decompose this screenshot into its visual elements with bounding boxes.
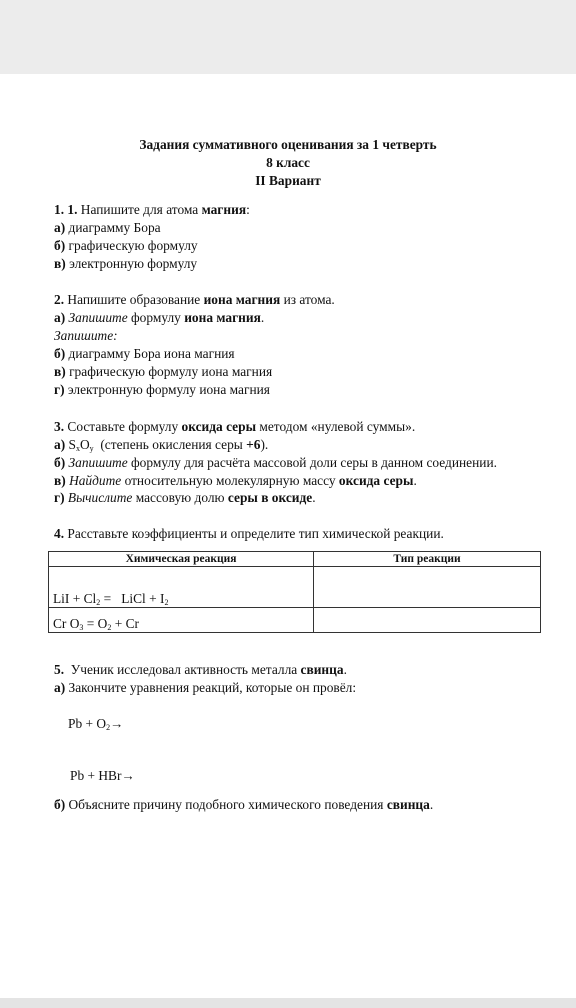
question-3-item-b: б) Запишите формулу для расчёта массовой доли серы в данном соединении. [54,455,497,470]
reactions-table [48,551,541,633]
document-title: Задания суммативного оценивания за 1 четверть [139,137,437,152]
reaction-type-cell[interactable] [314,567,541,608]
question-2-item-d: г) электронную формулу иона магния [54,382,270,397]
reaction-cell: Cr $O_3 = O_2 + Cr$ [49,608,314,633]
question-5: 5. Ученик исследовал активность металла свинца. [54,662,347,677]
question-1-number: 1. 1. [54,202,78,217]
question-5-item-b: б) Объясните причину подобного химического поведения свинца. [54,797,434,812]
equation-pb-o2: $Pb + O_2\to$ [68,716,124,732]
question-2: 2. Напишите образование иона магния из атома. [54,292,335,307]
viewer-top-bar [0,0,576,74]
table-header-type: Тип реакции [314,552,541,567]
question-3: 3. Составьте формулу оксида серы методом «нулевой суммы». [54,419,416,434]
equation-pb-hbr: Pb + HBr→ [70,768,135,783]
variant-label: II Вариант [255,173,321,188]
question-3-item-a: а) $S_xO_y$ (степень окисления серы +6). [54,437,269,453]
question-1-item-b: б) графическую формулу [54,238,198,253]
question-1: 1. 1. Напишите для атома магния: [54,202,250,217]
question-3-item-d: г) Вычислите массовую долю серы в оксиде. [54,490,316,505]
reaction-type-cell[interactable] [314,608,541,633]
table-row [49,608,541,633]
table-row [49,567,541,608]
table-header-reaction: Химическая реакция [49,552,314,567]
reaction-cell: LiI + $Cl_2$ = LiCl + $I_2$ [49,567,314,608]
question-3-item-c: в) Найдите относительную молекулярную массу оксида серы. [54,473,417,488]
table-header-row [49,552,541,567]
question-1-item-a: а) диаграмму Бора [54,220,161,235]
question-5-item-a: а) Закончите уравнения реакций, которые он провёл: [54,680,357,695]
question-2-item-c: в) графическую формулу иона магния [54,364,273,379]
question-2-write-label: Запишите: [54,328,118,343]
question-4: 4. Расставьте коэффициенты и определите тип химической реакции. [54,526,444,541]
question-2-item-a: а) Запишите формулу иона магния. [54,310,265,325]
question-2-item-b: б) диаграмму Бора иона магния [54,346,235,361]
viewer-bottom-bar [0,998,576,1008]
question-1-item-c: в) электронную формулу [54,256,198,271]
grade-label: 8 класс [266,155,310,170]
